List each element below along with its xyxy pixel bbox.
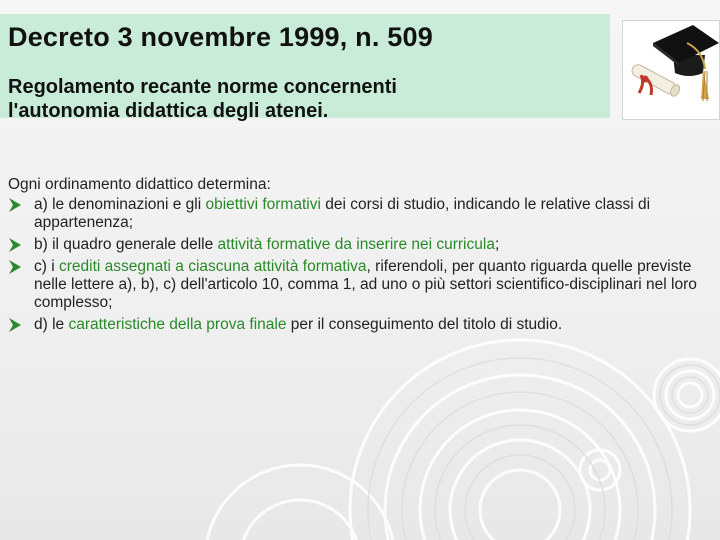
arrowhead-bullet-icon (8, 317, 22, 333)
item-highlight: caratteristiche della prova finale (68, 316, 287, 333)
subtitle-line-1: Regolamento recante norme concernenti (8, 76, 397, 98)
item-text-rest: dei corsi di studio, indicando le relative classi di appartenenza; (34, 196, 651, 231)
item-text-rest: ; (494, 236, 500, 253)
item-text-rest: per il conseguimento del titolo di studio. (286, 316, 563, 333)
item-text: c) i (34, 258, 59, 275)
subtitle-line-2: l'autonomia didattica degli atenei. (8, 100, 329, 122)
item-highlight: attività formative da inserire nei curricula (217, 236, 495, 253)
intro-text: Ogni ordinamento didattico determina: (8, 176, 271, 193)
item-highlight: crediti assegnati a ciascuna attività formativa (58, 258, 367, 275)
arrowhead-bullet-icon (8, 197, 22, 213)
page-subtitle (8, 75, 608, 123)
bullet-list (8, 196, 698, 334)
page-title: Decreto 3 novembre 1999, n. 509 (8, 22, 433, 52)
item-highlight: obiettivi formativi (205, 196, 321, 213)
content-body (8, 176, 698, 338)
list-item (8, 236, 698, 254)
item-text-rest: , riferendoli, per quanto riguarda quelle previste nelle lettere a), b), c) dell'articolo 10, comma 1, ad uno o più settori scientifico-disciplinari nel loro complesso; (34, 258, 697, 311)
arrowhead-bullet-icon (8, 259, 22, 275)
item-text: b) il quadro generale delle (34, 236, 218, 253)
item-text: d) le (34, 316, 69, 333)
title-banner (0, 14, 610, 122)
arrowhead-bullet-icon (8, 237, 22, 253)
list-item (8, 316, 698, 334)
item-text: a) le denominazioni e gli (34, 196, 206, 213)
graduation-cap-icon (622, 20, 720, 120)
list-item (8, 258, 698, 312)
list-item (8, 196, 698, 232)
